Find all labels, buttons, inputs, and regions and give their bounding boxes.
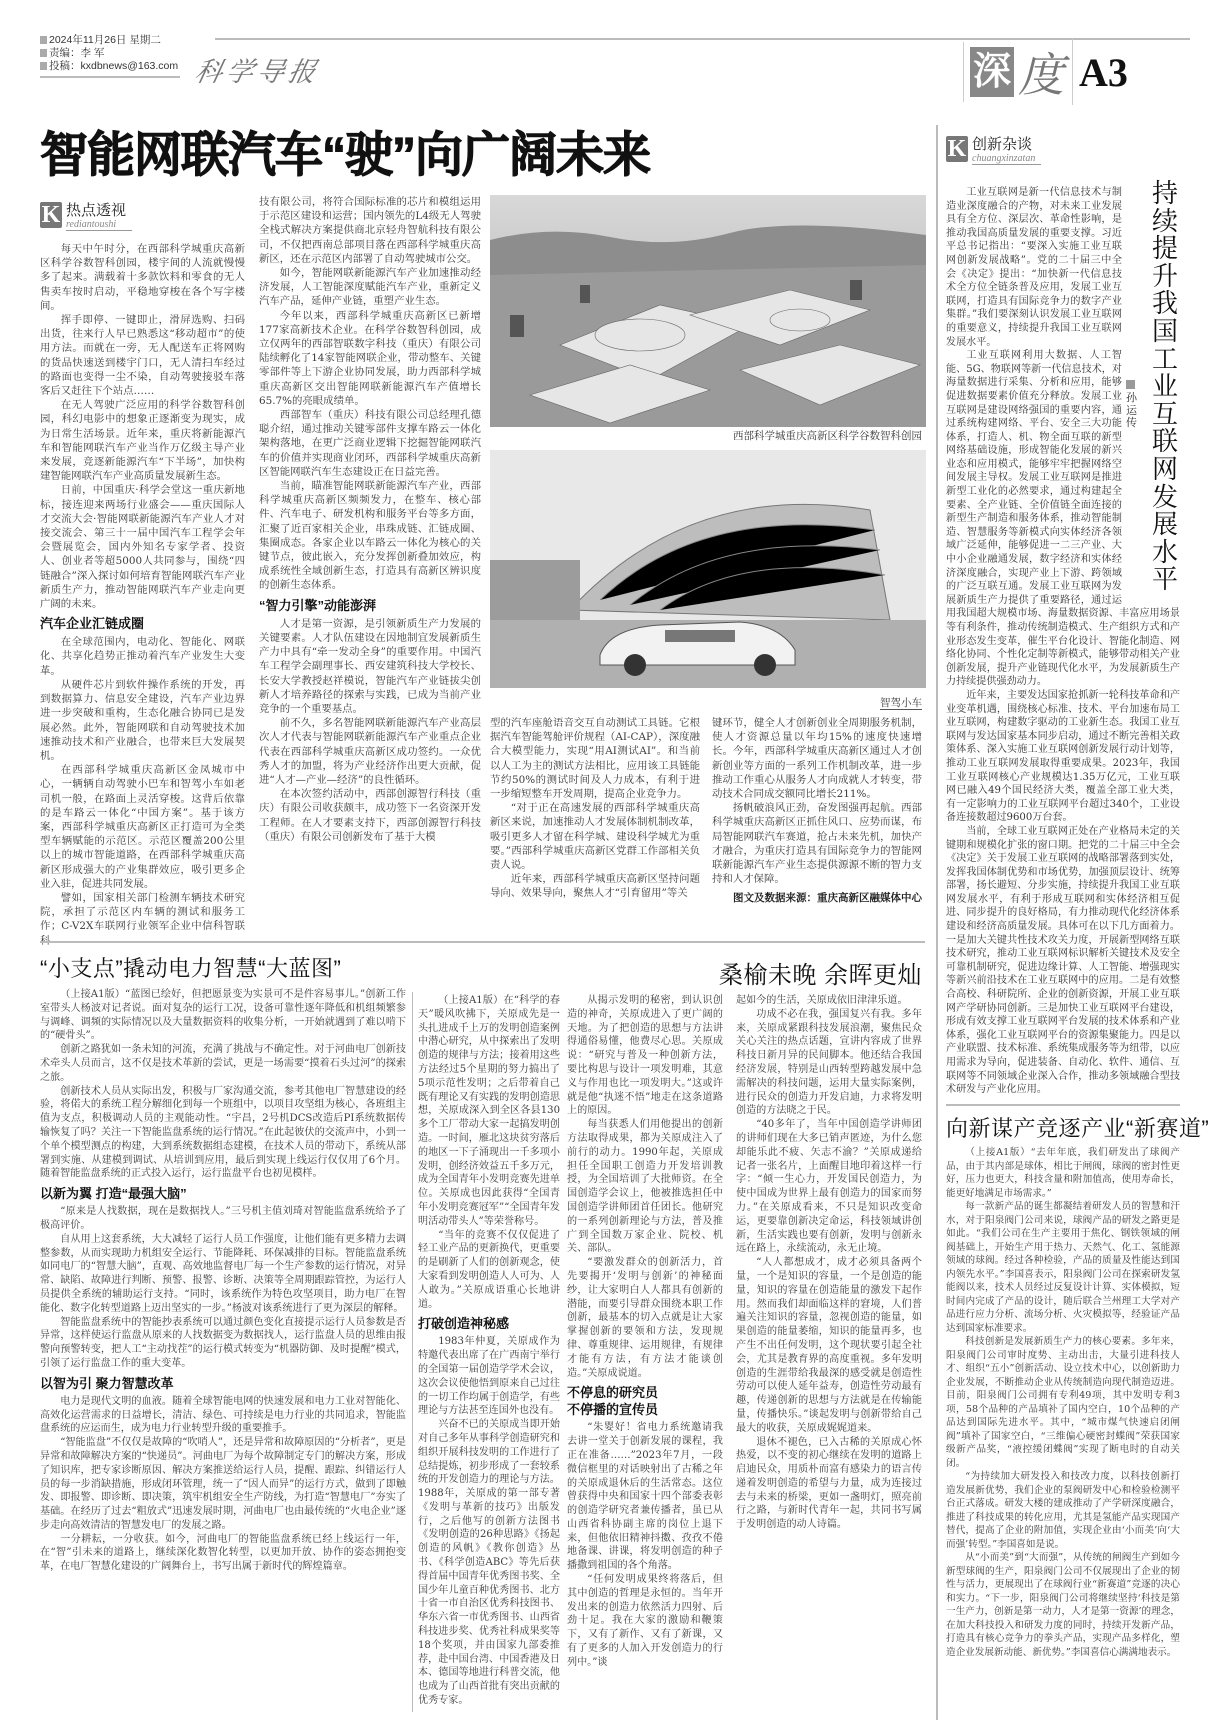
- power-headline: “小支点”撬动电力智慧“大蓝图”: [40, 956, 342, 981]
- article-column-with-credit: [712, 716, 922, 905]
- paragraph: 创新之路犹如一条未知的河流，充满了挑战与不确定性。对于河曲电厂创新技术牵头人员而言，这不仅是技术革新的尝试，更是一场需要“摸着石头过河”的探索之旅。: [40, 1044, 406, 1083]
- paragraph: 自从用上这套系统，大大减轻了运行人员工作强度，让他们能有更多精力去调整参数，从而实现助力机组安全运行、节能降耗、环保减排的目标。智能监盘系统如同电厂的“智慧大脑”，直观、高效地监督电厂每一个生产参数的运行情况，对异常、缺陷、故障进行判断、预警、报警、诊断、决策等全周期跟踪管控，为运行人员提供全系统的辅助运行支持。“同时，该系统作为特色攻坚项目，助力电厂在智能化、数字化转型道路上迈出坚实的一步。”杨波对该系统进行了更为深层的解释。: [40, 1233, 406, 1314]
- paragraph: （上接A1版）“去年年底，我们研发出了球阀产品，由于其内部是球体，相比于闸阀，球阀的密封性更好，压力也更大，科技含量和附加值高，使用寿命长，能更好地满足市场需求。”: [946, 1147, 1180, 1199]
- issue-info: [40, 34, 180, 78]
- badge-title: 热点透视: [66, 202, 127, 219]
- byline: [1126, 380, 1139, 430]
- column-badge-opinion: [946, 136, 1041, 165]
- paragraph: 当前，瞄准智能网联新能源汽车产业，西部科学城重庆高新区频频发力，在整车、核心部件、汽车电子、研发机构和服务平台等多方面，汇聚了近百家相关企业，串珠成链、汇链成圈、集圈成态。各家企业以车路云一体化为核心的关键节点，彼此嵌入，充分发挥创新叠加效应，构成系统性全域创新生态，打造具有高新区辨识度的创新生态体系。: [259, 480, 481, 592]
- k-logo-icon: K: [41, 202, 61, 228]
- paragraph: 在全球范围内，电动化、智能化、网联化、共享化趋势正推动着汽车产业发生大变革。: [40, 636, 245, 677]
- issue-date: 2024年11月26日 星期二: [40, 34, 180, 47]
- paragraph: 键环节，健全人才创新创业全周期服务机制，使人才资源总量以年均15%的速度快速增长。今年，西部科学城重庆高新区通过人才创新创业等方面的一系列工作机制改革，进一步推动工作重心从服务人才向成就人才转变，带动技术合同成交额同比增长211%。: [712, 717, 922, 801]
- paragraph: 退休不褪色，已入古稀的关原成心怀热爱，以不变的初心继续在发明的道路上启迪民众，用质朴而富有感染力的语言传递着发明创造的希望与力量，成为连接过去与未来的桥梁，更如一盏明灯，照亮前行之路，与新时代青年一起，共同书写属于发明创造的动人诗篇。: [736, 1436, 922, 1531]
- photo-caption: [490, 695, 922, 710]
- article-column: [259, 195, 481, 844]
- paragraph: 前不久，多名智能网联新能源汽车产业高层次人才代表与智能网联新能源汽车产业重点企业代表在西部科学城重庆高新区成功签约。一众优秀人才的加盟，将为产业经济作出更大贡献，促进“人才—产业—经济”的良性循环。: [259, 717, 481, 786]
- paragraph: 在西部科学城重庆高新区金凤城市中心，一辆辆自动驾驶小巴车和智驾小车如老司机一般，在路面上灵活穿梭。这背后依靠的是车路云一体化“中国方案”。基于该方案，西部科学城重庆高新区正打造可为全类型车辆赋能的示范区。示范区覆盖200公里以上的城市智能道路，在西部科学城重庆高新区形成强大的产业集群效应，吸引更多企业入驻，促进共同发展。: [40, 764, 245, 890]
- author-name: 孙运传: [1126, 392, 1137, 429]
- article-column: [40, 988, 406, 1574]
- submission-email: 投稿：kxdbnews@163.com: [40, 60, 180, 73]
- paragraph: “当年的竞赛不仅仅促进了轻工业产品的更新换代，更重要的是刷新了人们的创新观念，使大家看到发明创造人人可为、人人敢为。”关原成语重心长地讲道。: [418, 1229, 560, 1310]
- paragraph: 近年来，西部科学城重庆高新区坚持问题导向、效果导向，聚焦人才“引育留用”等关: [490, 873, 700, 900]
- paragraph: 今年以来，西部科学城重庆高新区已新增177家高新技术企业。在科学谷数智科创园，成立仅两年的西部智联数字科技（重庆）有限公司陆续孵化了14家智能网联企业，带动整车、关键零部件等上下游企业协同发展，助力西部科学城重庆高新区交出智能网联新能源汽车产值增长65.7%的亮眼成绩单。: [259, 309, 481, 407]
- paragraph: 电力是现代文明的血液。随着全球智能电网的快速发展和电力工业对智能化、高效化运营需求的日益增长，清洁、绿色、可持续是电力行业的共同追求，智能监盘系统的应运而生，成为电力行业转型升级的重要推手。: [40, 1395, 406, 1435]
- paragraph: （上接A1版）在“科学的春天”暖风吹拂下，关原成先是一头扎进成千上万的发明创造案例中潜心研究，从中探索出了发明创造的规律与方法；接着用这些方法经过5个星期的努力搞出了5项示范性发明；之后带着自己既有理论又有实践的发明创造思想，关原成深入到全区各县130多个工厂带动大家一起搞发明创造。一时间，雁北这块贫穷落后的地区一下子涌现出一千多项小发明，创经济效益五千多万元，成为全国青年小发明竞赛先进单位。关原成也因此获得“全国青年小发明竞赛冠军”“全国青年发明活动带头人”等荣誉称号。: [418, 995, 560, 1227]
- valve-headline: 向新谋产竞逐产业“新赛道”: [946, 1116, 1210, 1141]
- k-logo-icon: K: [947, 136, 967, 162]
- badge-pinyin: chuangxinzatan: [972, 153, 1036, 164]
- paragraph: 西部智车（重庆）科技有限公司总经理孔德聪介绍，通过推动关键零部件支撑车路云一体化架构落地，在更广泛商业逻辑下挖掘智能网联汽车的价值并实现商业闭环，西部科学城重庆高新区智能网联汽车生态建设正在日益完善。: [259, 409, 481, 478]
- article-column: [490, 716, 700, 901]
- paragraph: 如今，智能网联新能源汽车产业加速推动经济发展，人工智能深度赋能汽车产业，重新定义汽车产品，延伸产业链，重塑产业生态。: [259, 267, 481, 308]
- paragraph: 人才是第一资源，是引领新质生产力发展的关键要素。人才队伍建设在因地制宜发展新质生产力中具有“牵一发动全身”的重要作用。中国汽车工程学会副理事长、西安建筑科技大学校长、长安大学教授赵祥模说，智能汽车产业链拔尖创新人才培养路径的探索与实践，已成为当前产业竞争的一个重要基点。: [259, 617, 481, 715]
- paragraph: 挥手即停、一键即止，滑屏选购、扫码出货，往来行人早已熟悉这“移动超市”的使用方法。而就在一旁，无人配送车正将网购的货品快速送到楼宇门口，无人清扫车经过的路面也变得一尘不染，自动驾驶接驳车落客后又赶往下个站点……: [40, 314, 245, 398]
- opinion-body: [946, 178, 1180, 1097]
- photo-caption-text: 智驾小车: [880, 697, 922, 709]
- paragraph: 每天中午时分，在西部科学城重庆高新区科学谷数智科创园，楼宇间的人流就慢慢多了起来。满载着十多款饮料和零食的无人售卖车按时启动，平稳地穿梭在各个写字楼间。: [40, 243, 245, 312]
- column-divider: [936, 125, 938, 1720]
- subheading: 以新为翼 打造“最强大脑”: [40, 1186, 187, 1202]
- paragraph: “对于正在高速发展的西部科学城重庆高新区来说，加速推动人才发展体制机制改革，吸引更多人才留在科学城、建设科学城尤为重要。”西部科学城重庆高新区党群工作部相关负责人说。: [490, 802, 700, 872]
- paragraph: “朱婴好！省电力系统邀请我去讲一堂关于创新发展的课程，我正在准备……”2023年7月，一段微信框里的对话映射出了古稀之年的关原成退休后的生活常态。这位曾获得中央和国家十四个部委表彰的创造学研究者兼传播者，虽已从山西省科协副主席的岗位上退下来，但他依旧精神抖擞、孜孜不倦地备课、讲课，将发明创造的种子播撒到祖国的各个角落。: [567, 1422, 723, 1572]
- paragraph: “任何发明成果终将落后，但其中创造的哲理是永恒的。当年开发出来的创造力依然活力四射、后劲十足。我在大家的激励和鞭策下，又有了新作、又有了新课，又有了更多的人加入开发创造力的行列中。”谈: [567, 1574, 723, 1668]
- paragraph: 工业互联网利用大数据、人工智能、5G、物联网等新一代信息技术，对海量数据进行采集、分析和应用，能够促进数据要素价值充分释放。发展工业互联网是建设网络强国的重要内容，通过系统构建网络、平台、安全三大功能体系，打造人、机、物全面互联的新型网络基础设施，形成智能化发展的新兴业态和应用模式，能够牢牢把握网络空间发展主导权。发展工业互联网是推进新型工业化的必然要求，通过构建起全要素、全产业链、全价值链全面连接的新型生产制造和服务体系，推动智能制造、智慧服务等新模式向实体经济各领域广泛延伸，能够促进一二三产业、大中小企业融通发展，数字经济和实体经济深度融合，实现产业上下游、跨领域的广泛互联互通。发展工业互联网为发展新质生产力提供了重要路径，通过运用我国超大规模市场、海量数据资源、丰富应用场景等有利条件，推动传统制造模式、生产组织方式和产业形态发生变革，催生平台化设计、智能化制造、网络化协同、个性化定制等新模式，能够带动相关产业创新发展，提升产业链现代化水平，为发展新质生产力持续提供强劲动力。: [946, 350, 1180, 688]
- section-divider: [40, 941, 925, 943]
- paragraph: “智能监盘”不仅仅是故障的“吹哨人”，还是异常和故障原因的“分析者”，更是异常和故障解决方案的“快递员”。河曲电厂为每个故障制定专门的解决方案，形成了知识库，把专家诊断原因、解决方案推送给运行人员，提醒、跟踪、纠错运行人员的每一步消缺措施，形成闭环管理，统一了“因人而异”的运行方式，做到了即触发、即报警、即诊断、即决策，筑牢机组安全生产防线，为打造“智慧电厂”夯实了基础。在经历了过去“粗放式”迅速发展时期，河曲电厂也由最传统的“火电企业”逐步走向高效清洁的智慧发电厂的发展之路。: [40, 1437, 406, 1531]
- paragraph: 一分耕耘，一分收获。如今，河曲电厂的智能监盘系统已经上线运行一年，在“智”引未来的道路上，继续深化数智化转型，以更加开放、协作的姿态拥抱变革，在电厂智慧化建设的广阔舞台上，书写出属于新时代的辉煌篇章。: [40, 1533, 406, 1573]
- paragraph: 日前，中国重庆·科学会堂这一重庆新地标，接连迎来两场行业盛会——重庆国际人才交流大会·智能网联新能源汽车产业人才对接交流会、第三十一届中国汽车工程学会年会暨展览会，国内外知名专家学者、投资人、创业者等超5000人共同参与，围绕“四链融合”深入探讨如何培育智能网联汽车产业新质生产力，推动智能网联汽车产业走向更广阔的未来。: [40, 484, 245, 611]
- article-column: [40, 242, 245, 948]
- photo-credit: 图文及数据来源：重庆高新区融媒体中心: [733, 892, 922, 905]
- paragraph: 近年来，主要发达国家抢抓新一轮科技革命和产业变革机遇，围绕核心标准、技术、平台加速布局工业互联网，构建数字驱动的工业新生态。我国工业互联网与发达国家基本同步启动，通过不断完善相关政策体系、深入实施工业互联网创新发展行动计划等，推动工业互联网发展取得重要成果。2023年，我国工业互联网核心产业规模达1.35万亿元，工业互联网已融入49个国民经济大类，覆盖全部工业大类，有一定影响力的工业互联网平台超过340个，工业设备连接数超过9600万台套。: [946, 689, 1180, 824]
- paragraph: 从揭示发明的秘密，到认识创造的神奇，关原成进入了更广阔的天地。为了把创造的思想与方法讲得通俗易懂，他费尽心思。关原成说：“研究与普及一种创新方法，要比构思与设计一项发明难，其意义与作用也比一项发明大。”这或许就是他“执迷不悟”地走在这条道路上的原因。: [567, 995, 723, 1117]
- photo-caption: 西部科学城重庆高新区科学谷数智科创园: [733, 430, 922, 442]
- paragraph: 兴奋不已的关原成当即开始对自己多年从事科学创造研究和组织开展科技发明的工作进行了总结提炼，初步形成了一套较系统的开发创造力的理论与方法。1988年，关原成的第一部专著《发明与革新的技巧》出版发行，之后他写的创新方法图书《发明创造的26种思路》《扬起创造的风帆》《教你创造》丛书、《科学创造ABC》等先后获得首届中国青年优秀图书奖、全国少年儿童百种优秀图书、北方十省一市自治区优秀科技图书、华东六省一市优秀图书、山西省科技进步奖、优秀社科成果奖等18个奖项，并由国家九部委推荐，赴中国台湾、中国香港及日本、德国等地进行科普交流，他也成为了山西首批有突出贡献的优秀专家。: [418, 1419, 560, 1707]
- column-badge-hotspot: [40, 202, 132, 231]
- paragraph: “原来是人找数据，现在是数据找人。”三号机主值刘琦对智能监盘系统给予了极高评价。: [40, 1206, 406, 1231]
- elder-headline: 桑榆未晚 余晖更灿: [718, 962, 922, 989]
- paragraph: （上接A1版）“蓝图已绘好，但把愿景变为实景可不是件容易事儿。”创新工作室带头人杨波对记者说。面对复杂的运行工况，设备可靠性逐年降低和机组频繁参与调峰、调频的实际情况以及大量数据资料的收集分析，一开始就遇到了难以啃下的“硬骨头”。: [40, 989, 406, 1042]
- paragraph: 从“小而美”到“大而强”，从传统的闸阀生产到如今新型球阀的生产，阳泉阀门公司不仅展现出了企业的韧性与活力，更展现出了在球阀行业“新赛道”竞逐的决心和实力。“下一步，阳泉阀门公司将继续坚持‘科技是第一生产力，创新是第一动力，人才是第一资源’的理念，在加大科技投入和研发力度的同时，持续开发新产品，打造具有核心竞争力的拳头产品，实现产品多样化，塑造企业发展新动能、新优势。”李国喜信心满满地表示。: [946, 1552, 1180, 1658]
- paragraph: 譬如，国家相关部门检测车辆技术研究院，承担了示范区内车辆的测试和服务工作；C-V2X车联网行业领军企业中信科智联: [40, 891, 245, 933]
- paragraph: 每一款新产品的诞生都凝结着研发人员的智慧和汗水，对于阳泉阀门公司来说，球阀产品的研发之路更是如此。“我们公司在生产主要用于焦化、钢铁领域的闸阀基础上，开始生产用于热力、天然气、化工、氢能源领域的球阀。经过各种检验，产品的质量及性能达到国内领先水平。”李国喜表示，阳泉阀门公司在探索研发氢能阀以来，技术人员经过反复设计计算、实体模拟，短时间内完成了产品的设计，随后联合兰州理工大学对产品进行应力分析、流场分析、火灾模拟等，经验证产品达到国家标准要求。: [946, 1201, 1180, 1334]
- opinion-title: 持续提升我国工业互联网发展水平: [1151, 178, 1178, 595]
- editor-credit: 责编：李 军: [40, 47, 180, 60]
- subheading: “智力引擎”动能澎湃: [259, 597, 377, 613]
- section-label-1: 深: [970, 47, 1014, 97]
- paragraph: 技有限公司，将符合国际标准的芯片和模组运用于示范区建设和运营；国内领先的L4级无人驾驶全栈式解决方案提供商北京轻舟智航科技有限公司，不仅把西南总部项目落在西部科学城重庆高新区，还在示范区内部署了自动驾驶城市公交。: [259, 196, 481, 265]
- photo-autonomous-car: [490, 450, 926, 688]
- paragraph: 在本次签约活动中，西部创源智行科技（重庆）有限公司收获颇丰，成功签下一名资深开发工程师。在人才要素支持下，西部创源智行科技（重庆）有限公司创新发布了基于大模: [259, 788, 481, 843]
- paragraph: “要激发群众的创新活力，首先要揭开‘发明与创新’的神秘面纱，让大家明白人人都具有创新的潜能，而要引导群众围绕本职工作创新，最基本的切入点就是让大家掌握创新的要领和方法，发现规律、尊重规律、运用规律，有规律才能有方法，有方法才能谈创造。”关原成说道。: [567, 1257, 723, 1379]
- subheading: 汽车企业汇链成圈: [40, 616, 145, 632]
- section-divider: [946, 1104, 1180, 1106]
- byline-square-icon: [1126, 380, 1135, 389]
- paragraph: 功成不必在我，强国复兴有我。多年来，关原成紧跟科技发展浪潮，聚焦民众关心关注的热点话题，宣讲内容成了世界科技日新月异的民间脚本。他还结合我国经济发展，特别是山西转型跨越发展中急需解决的科技问题，运用大量实际案例，进行民众的创造力开发启迪，力求将发明创造的方法晓之于民。: [736, 1008, 922, 1117]
- section-label-2: 度: [1018, 39, 1073, 105]
- column-divider: [412, 992, 413, 1712]
- paragraph: 当前，全球工业互联网正处在产业格局未定的关键期和规模化扩张的窗口期。把党的二十届三中全会《决定》关于发展工业互联网的战略部署落到实处，发挥我国体制优势和市场优势，加强顶层设计、统筹部署，扬长避短、分步实施，持续提升我国工业互联网发展水平，有利于形成互联网和实体经济相互促进、同步提升的良好格局，有力推动现代化经济体系建设和经济高质量发展。具体可在以下几方面着力。一是加大关键共性技术攻关力度，开展新型网络互联技术研究，推动工业互联网标识解析关键技术及安全可靠机制研究，促进边缘计算、人工智能、增强现实等新兴前沿技术在工业互联网中的应用。二是有效整合高校、科研院所、企业的创新资源，开展工业互联网产学研协同创新。三是加快工业互联网平台建设，形成有效支撑工业互联网平台发展的技术体系和产业体系，强化工业互联网平台的资源集聚能力。四是以产业联盟、技术标准、系统集成服务等为纽带，以应用需求为导向，促进装备、自动化、软件、通信、互联网等不同领域企业深入合作，推动多领域融合型技术研发与产业化应用。: [946, 825, 1180, 1096]
- subheading: 以智为引 聚力智慧改革: [40, 1375, 174, 1391]
- paragraph: 每当获悉人们用他提出的创新方法取得成果，都为关原成注入了前行的动力。1990年起，关原成担任全国职工创造力开发培训教授，为全国培训了大批师资。在全国创造学会议上，他被推选担任中国创造学讲师团首任团长。他研究的一系列创新理论与方法，普及推广到全国数万家企业、院校、机关、部队。: [567, 1119, 723, 1255]
- paragraph: 起如今的生活，关原成依旧津津乐道。: [736, 995, 908, 1006]
- newspaper-logo: 科学导报: [192, 57, 323, 88]
- article-column: [736, 994, 922, 1532]
- badge-pinyin: rediantoushi: [66, 219, 117, 230]
- paragraph: 1983年仲夏，关原成作为特邀代表出席了在广西南宁举行的全国第一届创造学学术会议，这次会议使他悟到原来自己过往的一切工作均属于创造学，有些理论与方法甚至连国外也没有。: [418, 1336, 560, 1417]
- main-headline: 智能网联汽车“驶”向广阔未来: [40, 129, 651, 182]
- paragraph: 科技创新是发展新质生产力的核心要素。多年来，阳泉阀门公司审时度势、主动出击，大量引进科技人才、组织“五小”创新活动、设立技术中心，以创新助力企业发展，不断推动企业从传统制造向现代制造迈进。目前，阳泉阀门公司拥有专利49项，其中发明专利3项，58个品种的产品填补了国内空白，10个品种的产品达到国际先进水平。其中，“城市煤气快速启闭闸阀”填补了国家空白，“三维偏心硬密封蝶阀”荣获国家级新产品奖，“液控缓闭蝶阀”实现了断电时的自动关闭。: [946, 1336, 1180, 1469]
- subheading: 打破创造神秘感: [418, 1316, 510, 1332]
- paragraph: 从硬件芯片到软件操作系统的开发，再到数据算力、信息安全建设，汽车产业边界进一步突破和重构，生态化融合协同已是发展必然。此外，智能网联和自动驾驶技术加速推动技术和产业融合，也带来巨大发展契机。: [40, 678, 245, 762]
- paragraph: “40多年了，当年中国创造学讲师团的讲师们现在大多已销声匿迹，为什么您却能乐此不疲、矢志不渝？”关原成递给记者一张名片，上面醒目地印着这样一行字：“倾一生心力，开发国民创造力，为使中国成为世界上最有创造力的国家而努力。”在关原成看来，不只是知识改变命运，更要靠创新决定命运，科技领域讲创新，生活实践也要有创新，发明与创新永远在路上，永续流动，永无止境。: [736, 1119, 922, 1255]
- paragraph: 工业互联网是新一代信息技术与制造业深度融合的产物，对未来工业发展具有全方位、深层次、革命性影响，是推动我国高质量发展的重要支撑。习近平总书记指出：“要深入实施工业互联网创新发展战略”。党的二十届三中全会《决定》提出：“加快新一代信息技术全方位全链条普及应用，发展工业互联网，打造具有国际竞争力的数字产业集群。”我们要深刻认识发展工业互联网的重要意义，持续提升我国工业互联网发展水平。: [946, 187, 1122, 348]
- page-number: A3: [1079, 49, 1128, 95]
- paragraph: “人人都想成才，成才必须具备两个量，一个是知识的容量，一个是创造的能量，知识的容量在创造能量的激发下起作用。然而我们却面临这样的窘境，人们普遍关注知识的容量，忽视创造的能量，如果创造的能量萎缩，知识的能量再多，也产生不出任何发明，这个现状要引起全社会，尤其是教育界的高度重视。多年发明创造的生涯带给我最深的感受就是创造性劳动可以使人延年益寿，创造性劳动最有趣，传递创新的思想与方法就是在传输能量，传播快乐。”谈起发明与创新带给自己最大的收获，关原成娓娓道来。: [736, 1257, 922, 1434]
- article-column: [946, 1146, 1180, 1659]
- article-column: [712, 716, 922, 886]
- paragraph: 扬帆破浪风正劲，奋发图强再起航。西部科学城重庆高新区正抓住风口、应势而谋，布局智能网联汽车赛道，抢占未来先机，加快产才融合，为重庆打造具有国际竞争力的智能网联新能源汽车产业生态提供源源不断的智力支持和人才保障。: [712, 802, 922, 886]
- paragraph: 在无人驾驶广泛应用的科学谷数智科创园，科幻电影中的想象正逐渐变为现实，成为日常生活场景。近年来，重庆将新能源汽车和智能网联汽车产业当作万亿级主导产业来发展，竞逐新能源汽车“下半场”，加快构建智能网联汽车产业高质量发展新生态。: [40, 399, 245, 483]
- section-marker: [963, 42, 1128, 102]
- badge-title: 创新杂谈: [972, 136, 1033, 153]
- paragraph: 智能监盘系统中的智能抄表系统可以通过颜色变化直接提示运行人员参数是否异常，这样使运行监盘从原来的人找数据变为数据找人，运行监盘人员的思维由报警向预警转变，把人工“主动找茬”的运行模式转变为“机器防御、及时提醒”模式，引领了运行监盘工作的重大变革。: [40, 1316, 406, 1369]
- article-column: [418, 994, 560, 1708]
- paragraph: “为持续加大研发投入和技改力度，以科技创新打造发展新优势，我们企业的泵阀研发中心和检验检测平台正式落成。研发大楼的建成推动了产学研深度融合，推进了科技成果的转化应用，尤其是氢能产品实现国产替代，提高了企业的附加值，实现企业由‘小而美’向‘大而强’转型。”李国喜如是说。: [946, 1471, 1180, 1550]
- paragraph: 创新技术人员从实际出发，积极与厂家沟通交流，参考其他电厂智慧建设的经验，将偌大的系统工程分解细化到每一个班组中，以项目攻坚组为核心，各班组主值为支点，积极调动人员的主观能动性。“宇昌，2号机DCS改造后PI系统数据传输恢复了吗？关注一下智能监盘系统的运行情况。”在此起彼伏的交流声中，小到一个单个模型测点的构建，大到系统数据组态建模，在技术人员的带动下，系统从部署到实施、从建模到调试、从培训到应用，最后到实现上线运行仅仅用了6个月。随着智能监盘系统的正式投入运行，运行监盘平台也初见模样。: [40, 1085, 406, 1180]
- subheading: 不停息的研究员 不停播的宣传员: [567, 1385, 659, 1418]
- opinion-title-block: [1122, 180, 1180, 600]
- article-column: [567, 994, 723, 1670]
- photo-science-park: [490, 195, 926, 427]
- paragraph: 型的汽车座舱语音交互自动测试工具链。它根据汽车智能驾舱评价规程（AI-CAP），深度融合大模型能力，实现“用AI测试AI”。和当前以人工为主的测试方法相比，应用该工具链能节约50%的测试时间及人力成本，有利于进一步缩短整车开发周期，提高企业竞争力。: [490, 717, 700, 801]
